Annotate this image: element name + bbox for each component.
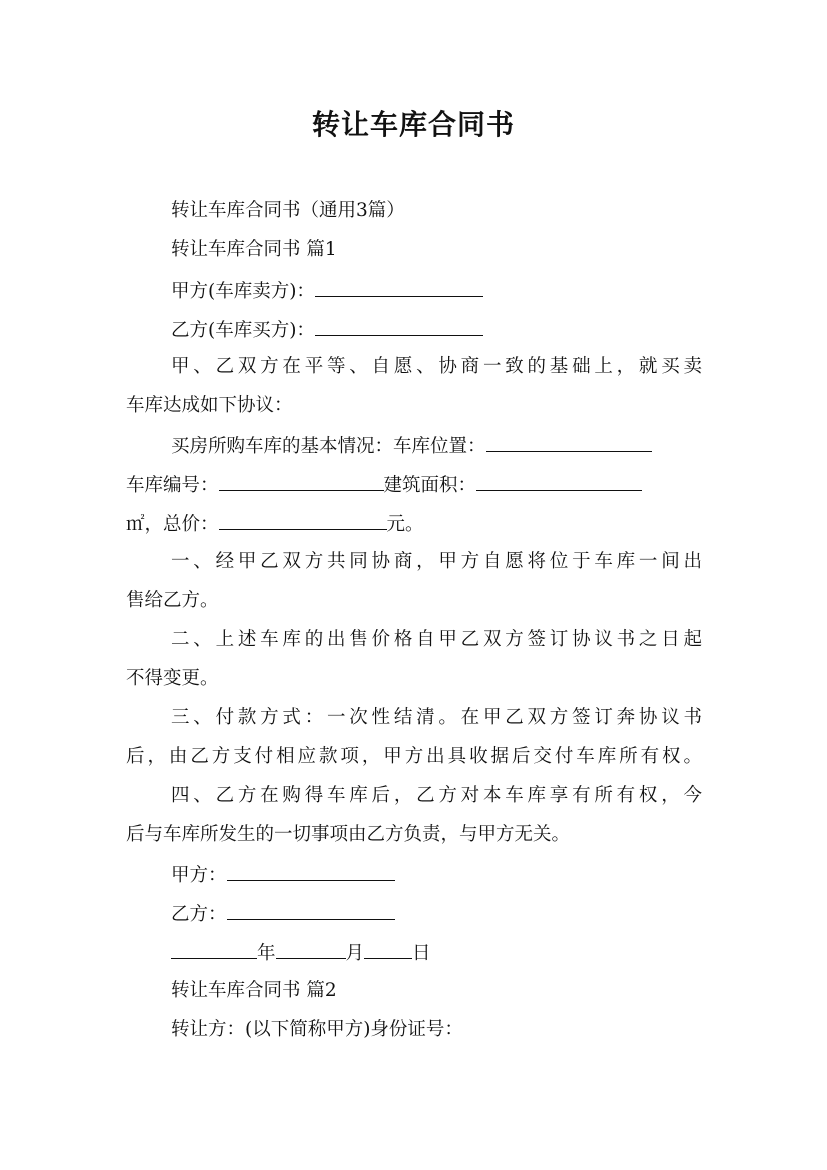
day-blank <box>364 940 412 959</box>
signature-b-blank <box>227 901 395 920</box>
signature-a-line <box>171 862 702 888</box>
signature-b-label: 乙方： <box>171 904 227 925</box>
day-label: 日 <box>412 943 431 964</box>
clause-1-line-2: 售给乙方。 <box>126 590 219 611</box>
section-heading-2: 转让车库合同书 篇2 <box>171 980 337 1001</box>
location-blank <box>486 433 652 452</box>
party-a-line <box>171 278 702 304</box>
intro-line-1: 甲、乙双方在平等、自愿、协商一致的基础上，就买卖 <box>171 356 702 377</box>
total-price-blank <box>219 511 387 530</box>
clause-3-line-2: 后，由乙方支付相应款项，甲方出具收据后交付车库所有权。 <box>126 746 702 767</box>
garage-number-blank <box>219 472 384 491</box>
year-label: 年 <box>257 943 276 964</box>
basic-info-line-3 <box>126 511 702 537</box>
transferor-line: 转让方：(以下简称甲方)身份证号： <box>171 1019 463 1040</box>
basic-info-label: 买房所购车库的基本情况：车库位置： <box>171 436 486 457</box>
month-blank <box>276 940 346 959</box>
total-price-label: ㎡，总价： <box>126 514 219 535</box>
signature-a-blank <box>227 862 395 881</box>
basic-info-line-1 <box>171 433 702 459</box>
clause-2-line-2: 不得变更。 <box>126 668 219 689</box>
clause-4-line-2: 后与车库所发生的一切事项由乙方负责，与甲方无关。 <box>126 824 571 845</box>
clause-3-line-1: 三、付款方式：一次性结清。在甲乙双方签订奔协议书 <box>171 707 702 728</box>
year-blank <box>171 940 257 959</box>
clause-1-line-1: 一、经甲乙双方共同协商，甲方自愿将位于车库一间出 <box>171 551 702 572</box>
month-label: 月 <box>345 943 365 964</box>
garage-number-label: 车库编号： <box>126 475 219 496</box>
signature-b-line <box>171 901 702 927</box>
subtitle: 转让车库合同书（通用3篇） <box>171 200 405 221</box>
signature-a-label: 甲方： <box>171 865 227 886</box>
area-blank <box>476 472 642 491</box>
area-label: 建筑面积： <box>383 475 477 496</box>
document-title: 转让车库合同书 <box>311 108 515 141</box>
party-a-label: 甲方(车库卖方)： <box>171 281 315 302</box>
party-a-blank <box>315 278 483 297</box>
date-line <box>171 940 702 966</box>
party-b-line <box>171 317 702 343</box>
basic-info-line-2 <box>126 472 702 498</box>
section-heading-1: 转让车库合同书 篇1 <box>171 239 337 260</box>
party-b-blank <box>315 317 483 336</box>
clause-4-line-1: 四、乙方在购得车库后，乙方对本车库享有所有权，今 <box>171 785 702 806</box>
currency-label: 元。 <box>386 514 424 535</box>
clause-2-line-1: 二、上述车库的出售价格自甲乙双方签订协议书之日起 <box>171 629 702 650</box>
party-b-label: 乙方(车库买方)： <box>171 320 315 341</box>
intro-line-2: 车库达成如下协议： <box>126 395 293 416</box>
